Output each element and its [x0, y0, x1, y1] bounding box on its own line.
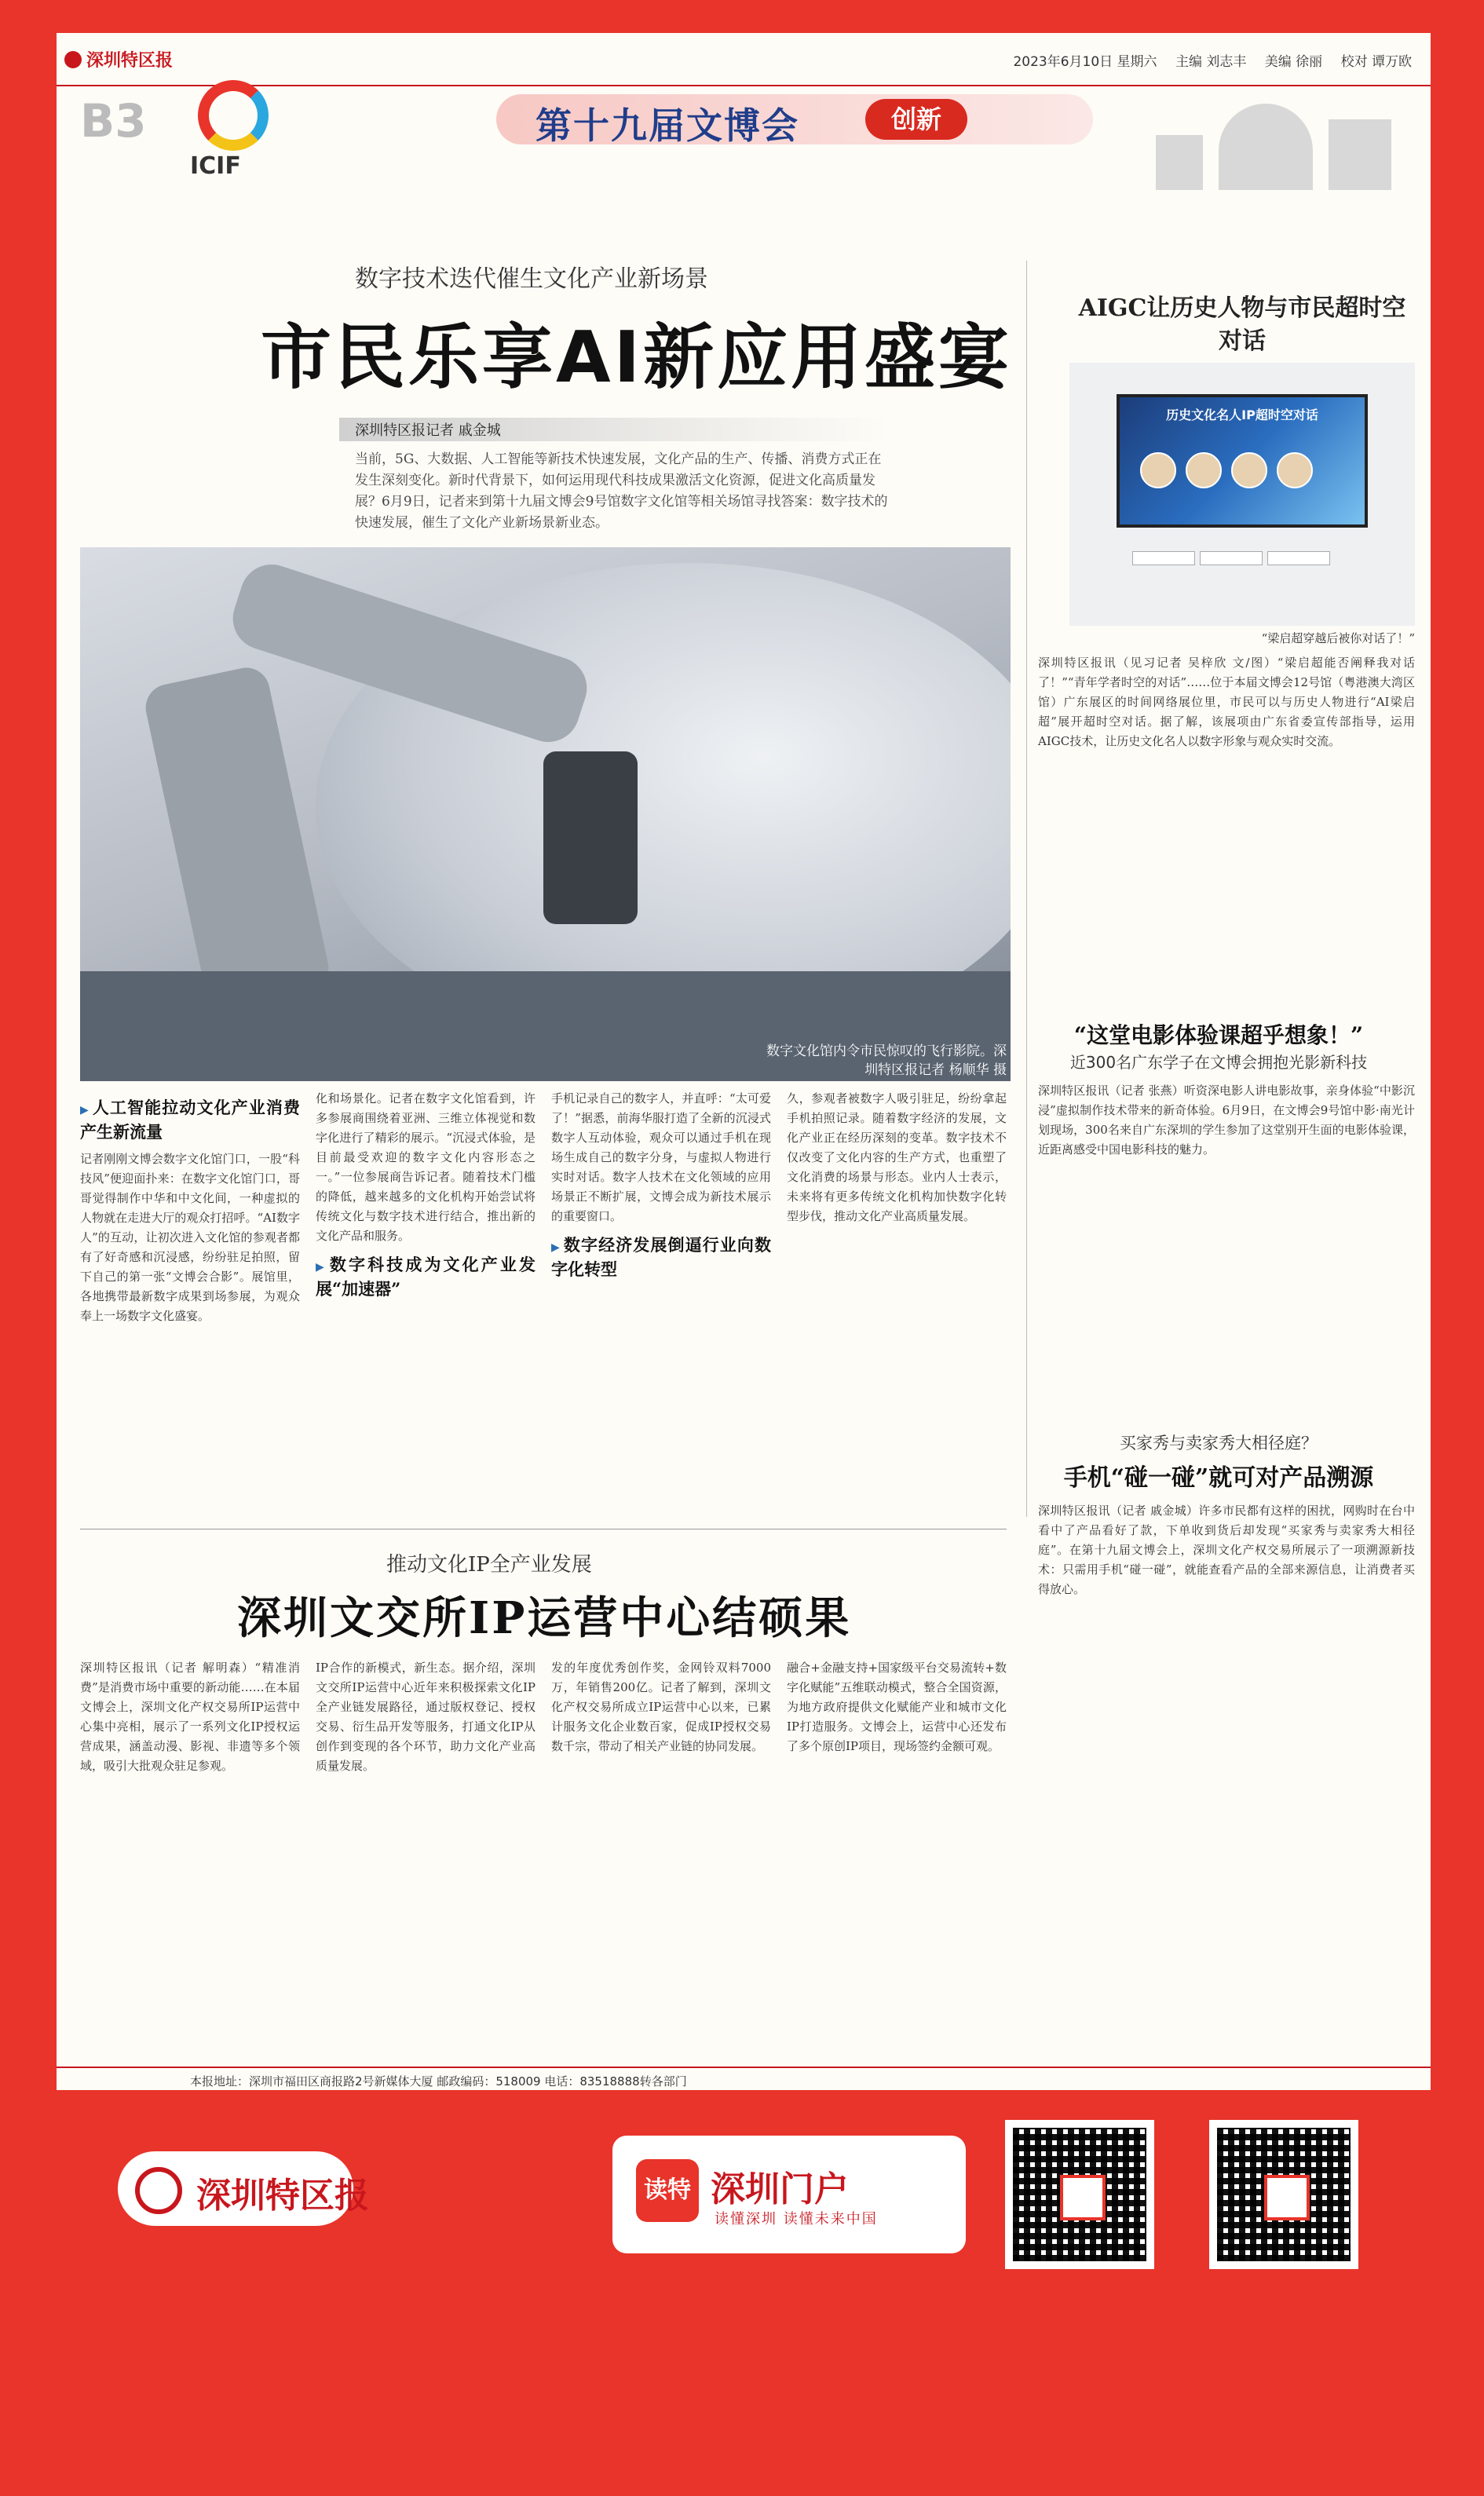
ip-kicker: 推动文化IP全产业发展	[386, 1553, 592, 1577]
lead-column-4-text: 久，参观者被数字人吸引驻足，纷纷拿起手机拍照记录。随着数字经济的发展，文化产业正在经历深刻的变革。数字技术不仅改变了文化内容的生产方式，也重塑了文化消费的场景与形态。业内人士表示，未来将有更多传统文化机构加快数字化转型步伐，推动文化产业高质量发展。	[787, 1091, 1007, 1223]
newspaper-page	[57, 33, 1431, 2090]
lead-column-3-text: 手机记录自己的数字人，并直呼：“太可爱了！”据悉，前海华服打造了全新的沉浸式数字人互动体验，观众可以通过手机在现场生成自己的数字分身，与虚拟人物进行实时对话。数字人技术在文化领域的应用场景正不断扩展，文博会成为新技术展示的重要窗口。	[551, 1091, 771, 1223]
column-divider	[1026, 261, 1027, 1517]
lead-intro: 当前，5G、大数据、人工智能等新技术快速发展，文化产品的生产、传播、消费方式正在发生深刻变化。新时代背景下，如何运用现代科技成果激活文化资源，促进文化高质量发展？6月9日，记者来到第十九届文博会9号馆数字文化馆等相关场馆寻找答案：数字技术的快速发展，催生了文化产业新场景新业态。	[355, 451, 888, 531]
icif-logo	[174, 80, 292, 182]
lead-headline: 市民乐享AI新应用盛宴	[261, 316, 1013, 399]
qr-code-paper	[1209, 2120, 1358, 2269]
aigc-photo-caption: “梁启超穿越后被你对话了！”	[1261, 631, 1415, 645]
portrait-icon	[1140, 452, 1176, 488]
lead-column-2	[316, 1089, 535, 1306]
lead-photo	[80, 547, 1011, 1081]
portrait-icon	[1186, 452, 1222, 488]
ip-column-4: 融合+金融支持+国家级平台交易流转+数字化赋能”五维联动模式，整合全国资源，为地方政府提供文化赋能产业和城市文化IP打造服务。文博会上，运营中心还发布了多个原创IP项目，现场签约金额可观。	[787, 1661, 1007, 1753]
phone-body: 深圳特区报讯（记者 戚金城）许多市民都有这样的困扰，网购时在台中看中了产品看好了款，下单收到货后却发现“买家秀与卖家秀大相径庭”。在第十九届文博会上，深圳文化产权交易所展示了一项溯源新技术：只需用手机“碰一碰”，就能查看产品的全部来源信息，让消费者买得放心。	[1038, 1504, 1415, 1596]
photo-ride-seat	[543, 751, 638, 924]
kiosk-icon	[1267, 551, 1330, 565]
lead-column-3	[551, 1089, 771, 1287]
ip-column-3: 发的年度优秀创作奖，金网铃双料7000万，年销售200亿。记者了解到，深圳文化产权交易所成立IP运营中心以来，已累计服务文化企业数百家，促成IP授权交易数千宗，带动了相关产业链的协同发展。	[551, 1661, 771, 1753]
movie-title: “这堂电影体验课超乎想象！”	[1073, 1022, 1364, 1048]
page-number: B3	[80, 94, 147, 148]
aigc-screen-title: 历史文化名人IP超时空对话	[1166, 407, 1318, 422]
aigc-portraits	[1135, 452, 1355, 492]
proof-credit: 校对 谭万欧	[1340, 54, 1412, 70]
icif-logo-text: ICIF	[190, 152, 241, 180]
paper-logo-icon	[64, 51, 82, 68]
paper-logo	[64, 47, 173, 71]
movie-subtitle: 近300名广东学子在文博会拥抱光影新科技	[1069, 1053, 1368, 1072]
app-name: 深圳门户	[711, 2169, 849, 2209]
qr-code-icon	[1217, 2128, 1351, 2261]
photo-robot-arm-base	[141, 663, 333, 1012]
paper-brand-name: 深圳特区报	[196, 2176, 369, 2216]
issue-date: 2023年6月10日 星期六	[1013, 54, 1157, 70]
paper-brand-icon	[135, 2167, 182, 2214]
editor-credit: 主编 刘志丰	[1175, 54, 1247, 70]
lead-column-2-text: 化和场景化。记者在数字文化馆看到，许多参展商围绕着亚洲、三维立体视觉和数字化进行了精彩的展示。“沉浸式体验，是目前最受欢迎的数字文化内容形态之一。”一位参展商告诉记者。随着技术门槛的降低，越来越多的文化机构开始尝试将传统文化与数字技术进行结合，推出新的文化产品和服务。	[316, 1091, 535, 1243]
banner-tag: 创新	[865, 99, 967, 140]
lead-photo-caption: 数字文化馆内令市民惊叹的飞行影院。深圳特区报记者 杨顺华 摄	[766, 1043, 1007, 1078]
aigc-title: AIGC让历史人物与市民超时空对话	[1078, 294, 1406, 355]
phone-kicker: 买家秀与卖家秀大相径庭？	[1120, 1434, 1318, 1453]
aigc-body: 深圳特区报讯（见习记者 吴梓欣 文/图）“梁启超能否阐释我对话了！”“青年学者时空的对话”……位于本届文博会12号馆（粤港澳大湾区馆）广东展区的时间网络展位里，市民可以与历史人物进行“AI梁启超”展开超时空对话。据了解，该展项由广东省委宣传部指导，运用AIGC技术，让历史文化名人以数字形象与观众实时交流。	[1038, 656, 1415, 748]
kiosk-icon	[1200, 551, 1263, 565]
skyline-graphic	[1140, 80, 1415, 190]
footer-address: 本报地址：深圳市福田区商报路2号新媒体大厦 邮政编码：518009 电话：83518888转各部门	[57, 2067, 1431, 2090]
masthead-meta	[999, 50, 1412, 70]
qr-code-icon	[1013, 2128, 1146, 2261]
portrait-icon	[1277, 452, 1313, 488]
lead-kicker: 数字技术迭代催生文化产业新场景	[355, 265, 708, 293]
aigc-screen	[1117, 394, 1368, 528]
lead-byline: 深圳特区报记者 戚金城	[355, 422, 501, 439]
lead-subhead-2: ▶ 数字科技成为文化产业发展“加速器”	[316, 1254, 535, 1300]
lead-subhead-1: ▶ 人工智能拉动文化产业消费产生新流量	[80, 1097, 300, 1143]
paper-name: 深圳特区报	[86, 50, 174, 71]
kiosk-icon	[1132, 551, 1195, 565]
app-slogan: 读懂深圳 读懂未来中国	[715, 2211, 878, 2227]
qr-code-app	[1005, 2120, 1154, 2269]
ip-column-2: IP合作的新模式，新生态。据介绍，深圳文交所IP运营中心近年来积极探索文化IP全产业链发展路径，通过版权登记、授权交易、衍生品开发等服务，打通文化IP从创作到变现的各个环节，助力文化产业高质量发展。	[316, 1661, 535, 1773]
app-icon: 读特	[636, 2159, 699, 2222]
portrait-icon	[1231, 452, 1267, 488]
lead-subhead-3: ▶ 数字经济发展倒逼行业向数字化转型	[551, 1234, 771, 1281]
phone-title: 手机“碰一碰”就可对产品溯源	[1063, 1464, 1374, 1492]
aigc-kiosks	[1132, 551, 1352, 570]
lead-column-1-text: 记者刚刚文博会数字文化馆门口，一股“科技风”便迎面扑来：在数字文化馆门口，哥哥觉得制作中华和中文化间，一种虚拟的人物就在走进大厅的观众打招呼。“AI数字人”的互动，让初次进入文化馆的参观者都有了好奇感和沉浸感，纷纷驻足拍照，留下自己的第一张“文博会合影”。展馆里，各地携带最新数字成果到场参展，为观众奉上一场数字文化盛宴。	[80, 1152, 300, 1323]
lead-column-1	[80, 1089, 300, 1326]
design-credit: 美编 徐丽	[1264, 54, 1323, 70]
icif-ring-icon	[198, 80, 269, 151]
ip-column-1: 深圳特区报讯（记者 解明森）“精准消费”是消费市场中重要的新动能……在本届文博会上，深圳文化产权交易所IP运营中心集中亮相，展示了一系列文化IP授权运营成果，涵盖动漫、影视、非遗等多个领域，吸引大批观众驻足参观。	[80, 1661, 300, 1773]
movie-body: 深圳特区报讯（记者 张燕）听资深电影人讲电影故事，亲身体验“中影沉浸”虚拟制作技术带来的新奇体验。6月9日，在文博会9号馆中影·南光计划现场，300名来自广东深圳的学生参加了这堂别开生面的电影体验课，近距离感受中国电影科技的魅力。	[1038, 1084, 1415, 1157]
banner-title: 第十九届文博会	[535, 104, 799, 147]
aigc-photo	[1069, 363, 1415, 626]
ip-title: 深圳文交所IP运营中心结硕果	[237, 1592, 852, 1644]
lead-column-4	[787, 1089, 1007, 1226]
